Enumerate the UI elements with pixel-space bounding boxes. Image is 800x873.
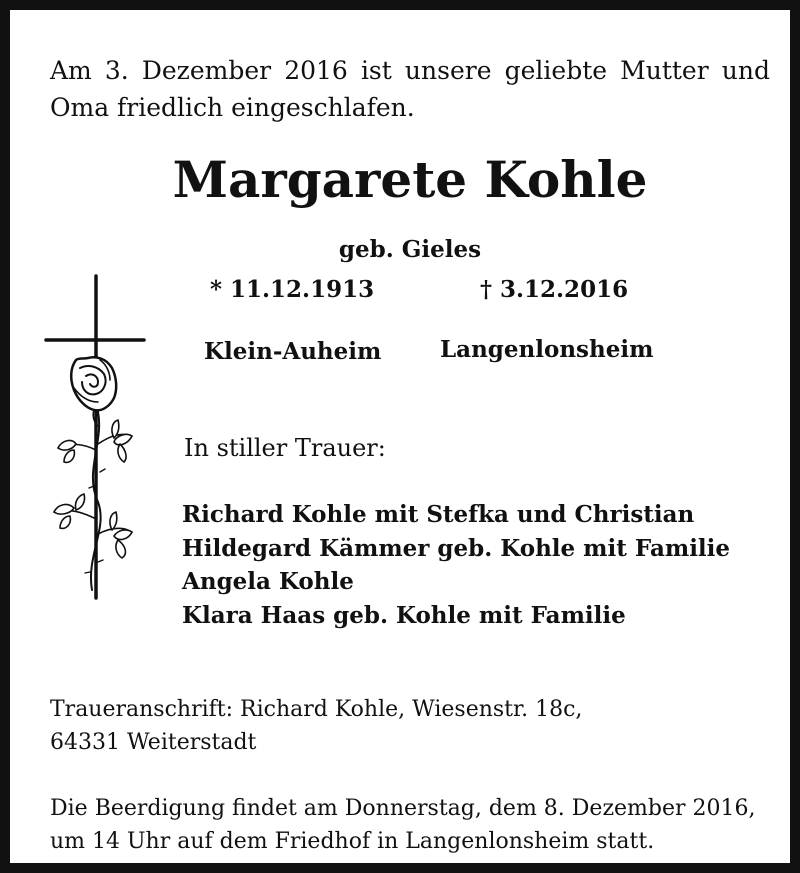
- intro-text: [50, 52, 770, 126]
- mourning-heading: In stiller Trauer:: [184, 434, 386, 462]
- intro-line-2: Oma friedlich eingeschlafen.: [50, 93, 415, 122]
- mourning-address: [50, 693, 582, 759]
- death-date: † 3.12.2016: [480, 276, 629, 303]
- deceased-name: Margarete Kohle: [172, 150, 648, 209]
- address-line-2: 64331 Weiterstadt: [50, 730, 257, 755]
- birth-date: * 11.12.1913: [210, 276, 375, 303]
- mourner-line: Klara Haas geb. Kohle mit Familie: [182, 601, 626, 629]
- mourner-line: Richard Kohle mit Stefka und Christian: [182, 501, 695, 528]
- intro-line-1: Am 3. Dezember 2016 ist unsere geliebte Mutter und: [50, 56, 770, 85]
- cross-with-rose-icon: [40, 272, 160, 612]
- birth-place: Klein-Auheim: [204, 338, 382, 365]
- mourner-line: Angela Kohle: [182, 568, 354, 595]
- maiden-name: geb. Gieles: [338, 236, 482, 263]
- death-place: Langenlonsheim: [440, 336, 654, 363]
- address-line-1: Traueranschrift: Richard Kohle, Wiesenstr. 18c,: [50, 697, 583, 722]
- funeral-line-1: Die Beerdigung findet am Donnerstag, dem 8. Dezember 2016,: [50, 796, 756, 821]
- funeral-info: [50, 792, 756, 858]
- mourners-list: [182, 498, 730, 632]
- funeral-line-2: um 14 Uhr auf dem Friedhof in Langenlonsheim statt.: [50, 829, 655, 854]
- mourner-line: Hildegard Kämmer geb. Kohle mit Familie: [182, 534, 731, 562]
